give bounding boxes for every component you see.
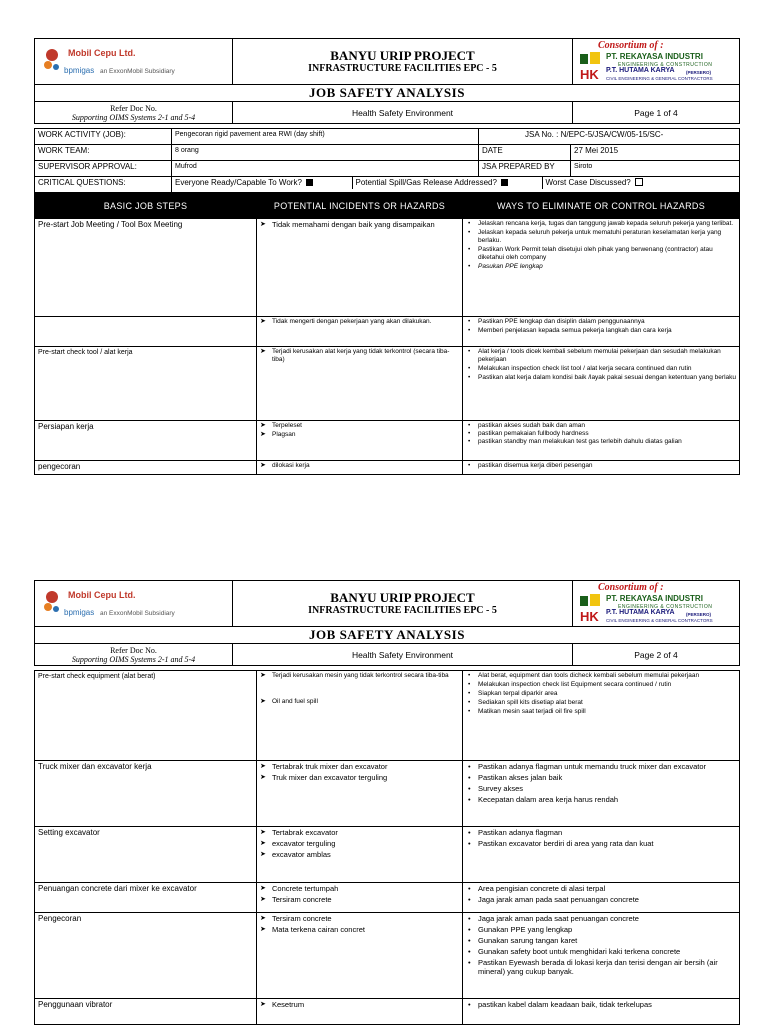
control-item: • pastikan disemua kerja diberi pesengan — [466, 462, 736, 470]
table-row — [35, 219, 740, 317]
table-row — [35, 913, 740, 999]
partner1-name: PT. REKAYASA INDUSTRI — [606, 593, 703, 603]
question-spill: Potential Spill/Gas Release Addressed? — [355, 178, 497, 187]
control-item: • Pastikan Eyewash berada di lokasi kerja dan terisi dengan air bersih (air mineral) yang cukup banyak. — [466, 958, 736, 976]
table-row — [35, 761, 740, 827]
control-item: • pastikan kabel dalam keadaan baik, tidak terkelupas — [466, 1000, 736, 1009]
hazard-item: ➤ Kesetrum — [260, 1000, 459, 1009]
project-title: BANYU URIP PROJECT — [330, 48, 475, 63]
hse-label: Health Safety Environment — [233, 102, 573, 124]
control-item: • Pastikan Work Permit telah disetujui oleh pihak yang berwenang (contractor) atau diketahui oleh company — [466, 246, 736, 262]
rekayasa-logo-icon — [580, 594, 602, 608]
hazard-item: ➤ Terjadi kerusakan mesin yang tidak terkontrol secara tiba-tiba — [260, 672, 459, 680]
hazard-item: ➤ Tersiram concrete — [260, 895, 459, 904]
control-item: • Jaga jarak aman pada saat penuangan concrete — [466, 914, 736, 923]
partner2-name: P.T. HUTAMA KARYA — [606, 66, 675, 74]
ready-checkbox[interactable] — [306, 179, 313, 186]
hazard-item: ➤ dilokasi kerja — [260, 462, 459, 470]
control-item: • Gunakan sarung tangan karet — [466, 936, 736, 945]
control-item: • Pastikan excavator berdiri di area yang rata dan kuat — [466, 839, 736, 848]
step-cell: pengecoran — [35, 461, 257, 475]
control-item: • Siapkan terpal diparkir area — [466, 690, 736, 698]
date-value: 27 Mei 2015 — [571, 145, 740, 161]
control-item: • Survey akses — [466, 784, 736, 793]
consortium-logo — [573, 39, 740, 85]
pin-logo-icon — [42, 589, 64, 619]
step-cell: Setting excavator — [35, 827, 257, 883]
control-item: • Alat berat, equipment dan tools dicheck kembali sebelum memulai pekerjaan — [466, 672, 736, 680]
question-worst-case: Worst Case Discussed? — [545, 178, 631, 187]
supervisor-label: SUPERVISOR APPROVAL: — [35, 161, 172, 177]
table-row — [35, 347, 740, 421]
table-row — [35, 461, 740, 475]
consortium-label: Consortium of : — [598, 39, 664, 51]
company-sub: an ExxonMobil Subsidiary — [100, 609, 175, 617]
step-cell: Pre-start Job Meeting / Tool Box Meeting — [35, 219, 257, 317]
control-item: • Pastikan akses jalan baik — [466, 773, 736, 782]
svg-text:HK: HK — [580, 66, 599, 81]
hazard-item: ➤ Terpeleset — [260, 422, 459, 430]
hazard-item: ➤ Mata terkena cairan concret — [260, 925, 459, 934]
partner2-tag: (PERSERO) — [686, 611, 712, 617]
hutama-logo-icon — [580, 609, 602, 623]
column-header-row — [35, 194, 740, 219]
control-item: • pastikan standby man melakukan test gas terlebih dahulu diatas galian — [466, 438, 736, 446]
spill-checkbox[interactable] — [501, 179, 508, 186]
hazard-item: ➤ Terjadi kerusakan alat kerja yang tidak terkontrol (secara tiba-tiba) — [260, 348, 459, 364]
step-cell: Persiapan kerja — [35, 421, 257, 461]
page-number: Page 1 of 4 — [573, 102, 740, 124]
partner2-sub: CIVIL ENGINEERING & GENERAL CONTRACTORS — [606, 617, 713, 623]
hutama-logo-icon — [580, 67, 602, 81]
jsa-no-value: N/EPC-5/JSA/CW/05-15/SC- — [560, 130, 664, 139]
consortium-logo — [573, 581, 740, 627]
hazard-item: ➤ Tersiram concrete — [260, 914, 459, 923]
document-header — [34, 580, 740, 666]
company-sub: an ExxonMobil Subsidiary — [100, 67, 175, 75]
control-item: • Jelaskan kepada seluruh pekerja untuk mematuhi peraturan keselamatan kerja yang berlaku. — [466, 229, 736, 245]
hazard-item: ➤ Oil and fuel spill — [260, 698, 459, 706]
work-team-label: WORK TEAM: — [35, 145, 172, 161]
control-item: • Alat kerja / tools dicek kembali sebelum memulai pekerjaan dan sesudah melakukan pekerjaan — [466, 348, 736, 364]
date-label: DATE — [479, 145, 571, 161]
hazard-item: ➤ excavator terguling — [260, 839, 459, 848]
work-team-value: 8 orang — [172, 145, 479, 161]
step-cell: Pengecoran — [35, 913, 257, 999]
control-item: • Gunakan PPE yang lengkap — [466, 925, 736, 934]
control-item: • Matikan mesin saat terjadi oil fire spill — [466, 708, 736, 716]
column-hazards: POTENTIAL INCIDENTS OR HAZARDS — [257, 194, 463, 219]
jsa-no-label: JSA No. : — [525, 130, 559, 139]
ref-doc-label: Refer Doc No. — [110, 645, 157, 655]
control-item: • Melakukan inspection check list tool / alat kerja secara continued dan rutin — [466, 365, 736, 373]
hazard-item: ➤ Tidak memahami dengan baik yang disampaikan — [260, 220, 459, 229]
hazard-item: ➤ Plagsan — [260, 431, 459, 439]
column-controls: WAYS TO ELIMINATE OR CONTROL HAZARDS — [463, 194, 740, 219]
mobil-cepu-logo — [35, 581, 233, 627]
control-item: • Sediakan spill kits disetiap alat berat — [466, 699, 736, 707]
control-item: • Jelaskan rencana kerja, tugas dan tanggung jawab kepada seluruh pekerja yang terlibat. — [466, 220, 736, 228]
project-title: BANYU URIP PROJECT — [330, 590, 475, 605]
control-item: • Pastikan adanya flagman — [466, 828, 736, 837]
hazard-item: ➤ Tertabrak truk mixer dan excavator — [260, 762, 459, 771]
step-cell: Truck mixer dan excavator kerja — [35, 761, 257, 827]
pin-logo-icon — [42, 47, 64, 77]
prepared-by-label: JSA PREPARED BY — [479, 161, 571, 177]
jsa-steps-table-1 — [34, 193, 740, 475]
project-subtitle: INFRASTRUCTURE FACILITIES EPC - 5 — [308, 63, 497, 74]
column-steps: BASIC JOB STEPS — [35, 194, 257, 219]
company-name: Mobil Cepu Ltd. — [68, 47, 136, 58]
partner2-sub: CIVIL ENGINEERING & GENERAL CONTRACTORS — [606, 75, 713, 81]
control-item: • Pastikan adanya flagman untuk memandu truck mixer dan excavator — [466, 762, 736, 771]
jsa-page-2 — [34, 580, 739, 1025]
rekayasa-logo-icon — [580, 52, 602, 66]
mobil-cepu-logo — [35, 39, 233, 85]
table-row — [35, 999, 740, 1025]
table-row — [35, 883, 740, 913]
hse-label: Health Safety Environment — [233, 644, 573, 666]
supervisor-value: Mufrod — [172, 161, 479, 177]
control-item: • pastikan pemakaian fullbody hardness — [466, 430, 736, 438]
ref-doc-label: Refer Doc No. — [110, 103, 157, 113]
hazard-item: ➤ Truk mixer dan excavator terguling — [260, 773, 459, 782]
svg-text:HK: HK — [580, 608, 599, 623]
partner1-sub: ENGINEERING & CONSTRUCTION — [618, 61, 713, 68]
hazard-item: ➤ excavator amblas — [260, 850, 459, 859]
worst-case-checkbox[interactable] — [635, 178, 643, 186]
ref-doc-value: Supporting OIMS Systems 2-1 and 5-4 — [71, 654, 196, 664]
control-item: • Jaga jarak aman pada saat penuangan concrete — [466, 895, 736, 904]
table-row — [35, 671, 740, 761]
jsa-steps-table-2 — [34, 670, 740, 1025]
jsa-page-1 — [34, 38, 739, 475]
partner2-tag: (PERSERO) — [686, 69, 712, 75]
control-item: • Memberi penjelasan kepada semua pekerja langkah dan cara kerja — [466, 327, 736, 335]
table-row — [35, 317, 740, 347]
table-row — [35, 827, 740, 883]
doc-title: JOB SAFETY ANALYSIS — [35, 85, 740, 102]
partner1-sub: ENGINEERING & CONSTRUCTION — [618, 603, 713, 610]
partner2-name: P.T. HUTAMA KARYA — [606, 608, 675, 616]
step-cell: Penuangan concrete dari mixer ke excavator — [35, 883, 257, 913]
partner1-name: PT. REKAYASA INDUSTRI — [606, 51, 703, 61]
step-cell — [35, 317, 257, 347]
control-item: • Area pengisian concrete di alasi terpal — [466, 884, 736, 893]
control-item: • Gunakan safety boot untuk menghidari kaki terkena concrete — [466, 947, 736, 956]
consortium-label: Consortium of : — [598, 581, 664, 593]
work-activity-label: WORK ACTIVITY (JOB): — [35, 129, 172, 145]
step-cell: Penggunaan vibrator — [35, 999, 257, 1025]
step-cell: Pre-start check equipment (alat berat) — [35, 671, 257, 761]
critical-questions-label: CRITICAL QUESTIONS: — [35, 177, 172, 193]
document-header — [34, 38, 740, 124]
company-sub-brand: bpmigas — [64, 607, 95, 617]
hazard-item: ➤ Concrete tertumpah — [260, 884, 459, 893]
work-activity-value: Pengecoran rigid pavement area RWI (day shift) — [172, 129, 479, 145]
prepared-by-value: Siroto — [571, 161, 740, 177]
project-subtitle: INFRASTRUCTURE FACILITIES EPC - 5 — [308, 605, 497, 616]
question-ready: Everyone Ready/Capable To Work? — [175, 178, 302, 187]
page-number: Page 2 of 4 — [573, 644, 740, 666]
control-item: • Melakukan inspection check list Equipment secara continued / rutin — [466, 681, 736, 689]
control-item: • Kecepatan dalam area kerja harus rendah — [466, 795, 736, 804]
step-cell: Pre-start check tool / alat kerja — [35, 347, 257, 421]
control-item: • Pastikan PPE lengkap dan disiplin dalam penggunaannya — [466, 318, 736, 326]
control-item: • pastikan akses sudah baik dan aman — [466, 422, 736, 430]
company-sub-brand: bpmigas — [64, 65, 95, 75]
company-name: Mobil Cepu Ltd. — [68, 589, 136, 600]
hazard-item: ➤ Tertabrak excavator — [260, 828, 459, 837]
doc-title: JOB SAFETY ANALYSIS — [35, 627, 740, 644]
info-table — [34, 128, 740, 193]
table-row — [35, 421, 740, 461]
control-item: • Pastikan alat kerja dalam kondisi baik /layak pakai sesuai dengan ketentuan yang berlaku — [466, 374, 736, 382]
ref-doc-value: Supporting OIMS Systems 2-1 and 5-4 — [71, 112, 196, 122]
control-item: • Pasukan PPE lengkap — [466, 263, 736, 271]
hazard-item: ➤ Tidak mengerti dengan pekerjaan yang akan dilakukan. — [260, 318, 459, 326]
